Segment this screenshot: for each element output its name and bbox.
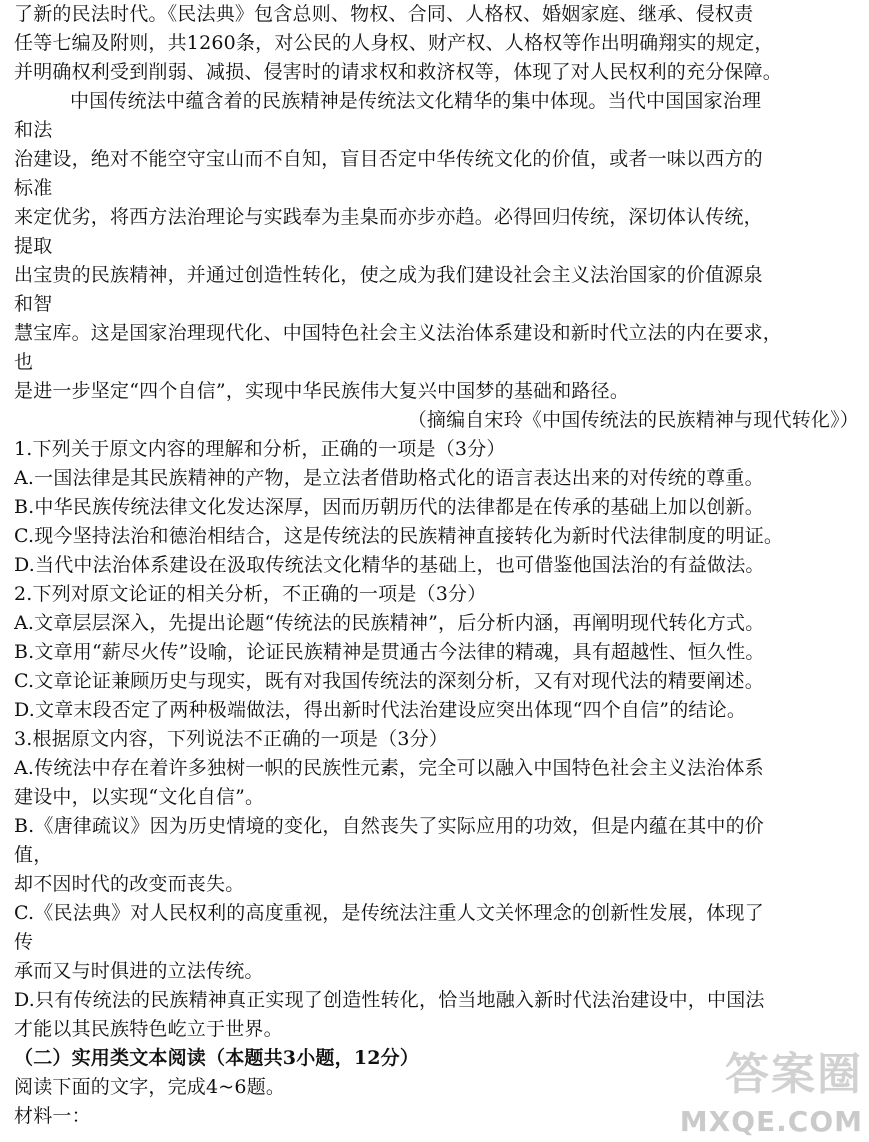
answer-option: A.传统法中存在着许多独树一帜的民族性元素，完全可以融入中国特色社会主义法治体系 — [14, 757, 764, 779]
watermark-url: MXQE.COM — [679, 1105, 863, 1138]
answer-option: C.现今坚持法治和德治相结合，这是传统法的民族精神直接转化为新时代法律制度的明证。 — [14, 525, 784, 547]
material-label: 材料一： — [14, 1105, 91, 1127]
answer-option-continued: 值， — [14, 844, 53, 866]
paragraph-line: 是进一步坚定“四个自信”，实现中华民族伟大复兴中国梦的基础和路径。 — [14, 380, 630, 402]
answer-option: D.当代中法治体系建设在汲取传统法文化精华的基础上，也可借鉴他国法治的有益做法。 — [14, 554, 765, 576]
question-stem: 2.下列对原文论证的相关分析，不正确的一项是（3分） — [14, 583, 487, 605]
answer-option: B.文章用“薪尽火传”设喻，论证民族精神是贯通古今法律的精魂，具有超越性、恒久性。 — [14, 641, 765, 663]
answer-option: A.文章层层深入，先提出论题“传统法的民族精神”，后分析内涵，再阐明现代转化方式。 — [14, 612, 765, 634]
question-stem: 1.下列关于原文内容的理解和分析，正确的一项是（3分） — [14, 438, 506, 460]
paragraph-line: 提取 — [14, 235, 53, 257]
paragraph-line: 出宝贵的民族精神，并通过创造性转化，使之成为我们建设社会主义法治国家的价值源泉 — [14, 264, 763, 286]
instruction-text: 阅读下面的文字，完成4~6题。 — [14, 1076, 286, 1098]
answer-option: B.中华民族传统法律文化发达深厚，因而历朝历代的法律都是在传承的基础上加以创新。 — [14, 496, 765, 518]
answer-option: C.《民法典》对人民权利的高度重视，是传统法注重人文关怀理念的创新性发展，体现了 — [14, 902, 764, 924]
answer-option-continued: 才能以其民族特色屹立于世界。 — [14, 1018, 283, 1040]
paragraph-line: 并明确权利受到削弱、减损、侵害时的请求权和救济权等，体现了对人民权利的充分保障。 — [14, 61, 783, 83]
paragraph-line: 标准 — [14, 177, 53, 199]
answer-option: D.只有传统法的民族精神真正实现了创造性转化，恰当地融入新时代法治建设中，中国法 — [14, 989, 765, 1011]
paragraph-line: 了新的民法时代。《民法典》包含总则、物权、合同、人格权、婚姻家庭、继承、侵权责 — [14, 3, 754, 25]
answer-option-continued: 建设中，以实现“文化自信”。 — [14, 786, 265, 808]
paragraph-line: 中国传统法中蕴含着的民族精神是传统法文化精华的集中体现。当代中国国家治理 — [70, 90, 762, 112]
document-page — [14, 0, 859, 1131]
watermark-logo-text: 答案圈 — [725, 1049, 863, 1100]
answer-option-continued: 却不因时代的改变而丧失。 — [14, 873, 245, 895]
paragraph-line: 也 — [14, 351, 34, 373]
answer-option-continued: 传 — [14, 931, 34, 953]
answer-option: C.文章论证兼顾历史与现实，既有对我国传统法的深刻分析，又有对现代法的精要阐述。 — [14, 670, 764, 692]
answer-option-continued: 承而又与时俱进的立法传统。 — [14, 960, 264, 982]
section-heading: （二）实用类文本阅读（本题共3小题，12分） — [14, 1047, 420, 1069]
paragraph-line: 和智 — [14, 293, 53, 315]
source-citation: （摘编自宋玲《中国传统法的民族精神与现代转化》） — [407, 409, 859, 431]
answer-option: A.一国法律是其民族精神的产物，是立法者借助格式化的语言表达出来的对传统的尊重。 — [14, 467, 764, 489]
answer-option: B.《唐律疏议》因为历史情境的变化，自然丧失了实际应用的功效，但是内蕴在其中的价 — [14, 815, 765, 837]
answer-option: D.文章末段否定了两种极端做法，得出新时代法治建设应突出体现“四个自信”的结论。 — [14, 699, 747, 721]
question-stem: 3.根据原文内容，下列说法不正确的一项是（3分） — [14, 728, 449, 750]
paragraph-line: 来定优劣，将西方法治理论与实践奉为圭臬而亦步亦趋。必得回归传统，深切体认传统， — [14, 206, 763, 228]
paragraph-line: 治建设，绝对不能空守宝山而不自知，盲目否定中华传统文化的价值，或者一味以西方的 — [14, 148, 763, 170]
paragraph-line: 和法 — [14, 119, 53, 141]
paragraph-line: 任等七编及附则，共1260条，对公民的人身权、财产权、人格权等作出明确翔实的规定， — [14, 32, 774, 54]
paragraph-line: 慧宝库。这是国家治理现代化、中国特色社会主义法治体系建设和新时代立法的内在要求， — [14, 322, 783, 344]
